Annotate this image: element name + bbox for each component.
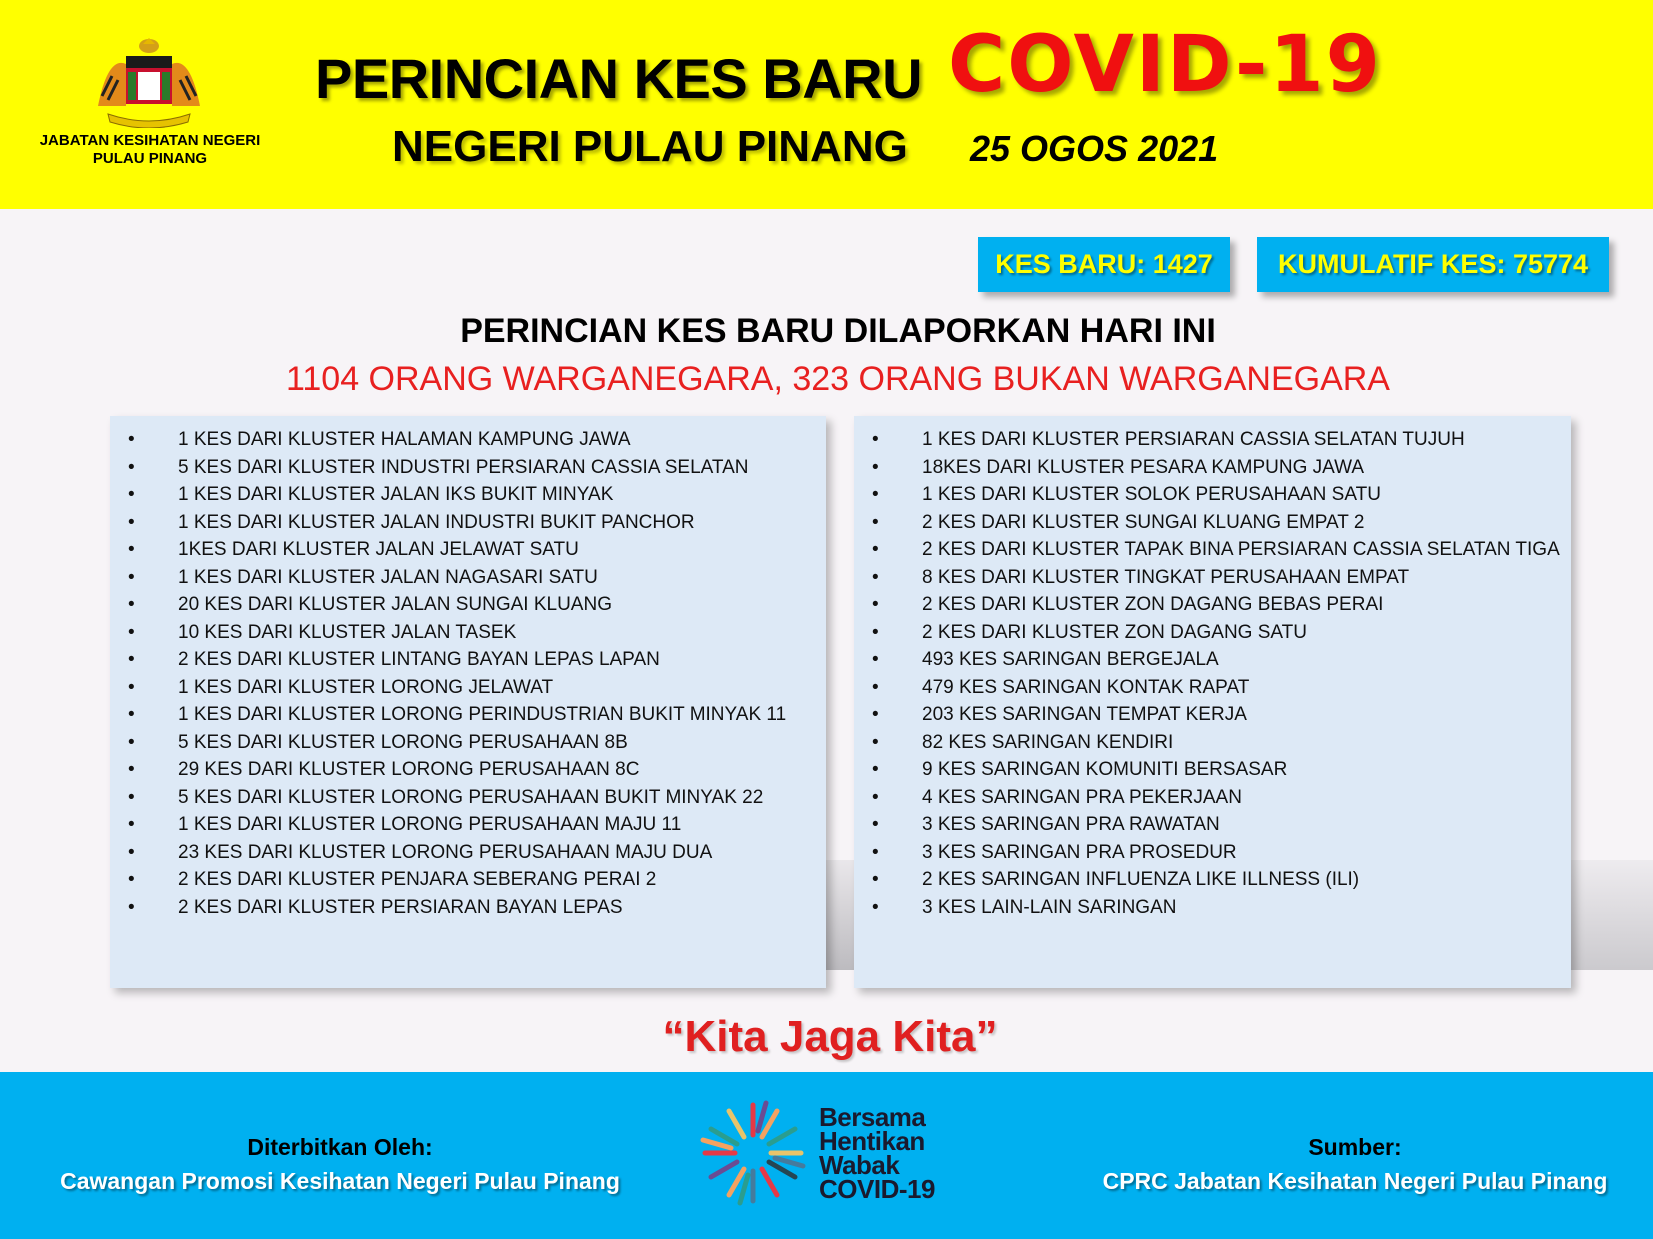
list-item: • 1 KES DARI KLUSTER JALAN INDUSTRI BUKIT PANCHOR bbox=[110, 509, 826, 537]
list-item: • 82 KES SARINGAN KENDIRI bbox=[854, 729, 1571, 757]
list-item: • 2 KES DARI KLUSTER SUNGAI KLUANG EMPAT 2 bbox=[854, 509, 1571, 537]
list-item: • 203 KES SARINGAN TEMPAT KERJA bbox=[854, 701, 1571, 729]
campaign-line1: Bersama bbox=[819, 1102, 926, 1132]
list-item: • 1KES DARI KLUSTER JALAN JELAWAT SATU bbox=[110, 536, 826, 564]
list-item: • 20 KES DARI KLUSTER JALAN SUNGAI KLUANG bbox=[110, 591, 826, 619]
list-item: • 2 KES DARI KLUSTER ZON DAGANG SATU bbox=[854, 619, 1571, 647]
report-date: 25 OGOS 2021 bbox=[970, 128, 1219, 169]
list-item: • 4 KES SARINGAN PRA PEKERJAAN bbox=[854, 784, 1571, 812]
source-block bbox=[1090, 1130, 1620, 1198]
list-item: • 3 KES SARINGAN PRA RAWATAN bbox=[854, 811, 1571, 839]
cumulative-cases-badge: KUMULATIF KES: 75774 bbox=[1257, 237, 1609, 292]
publisher-name: Cawangan Promosi Kesihatan Negeri Pulau Pinang bbox=[60, 1168, 620, 1194]
list-item: • 1 KES DARI KLUSTER LORONG JELAWAT bbox=[110, 674, 826, 702]
campaign-text bbox=[819, 1102, 935, 1204]
state-title: NEGERI PULAU PINANG bbox=[392, 122, 908, 171]
list-item: • 1 KES DARI KLUSTER JALAN NAGASARI SATU bbox=[110, 564, 826, 592]
coat-of-arms-icon bbox=[88, 36, 210, 128]
citizenship-breakdown: 1104 ORANG WARGANEGARA, 323 ORANG BUKAN WARGANEGARA bbox=[285, 360, 1390, 398]
right-case-list bbox=[854, 416, 1571, 988]
list-item: • 2 KES DARI KLUSTER LINTANG BAYAN LEPAS LAPAN bbox=[110, 646, 826, 674]
list-item: • 5 KES DARI KLUSTER LORONG PERUSAHAAN 8B bbox=[110, 729, 826, 757]
department-name bbox=[20, 132, 280, 168]
list-item: • 5 KES DARI KLUSTER LORONG PERUSAHAAN BUKIT MINYAK 22 bbox=[110, 784, 826, 812]
list-item: • 1 KES DARI KLUSTER SOLOK PERUSAHAAN SATU bbox=[854, 481, 1571, 509]
publisher-block bbox=[40, 1130, 640, 1198]
list-item: • 29 KES DARI KLUSTER LORONG PERUSAHAAN 8C bbox=[110, 756, 826, 784]
list-item: • 1 KES DARI KLUSTER HALAMAN KAMPUNG JAWA bbox=[110, 426, 826, 454]
left-case-list bbox=[110, 416, 826, 988]
list-item: • 18KES DARI KLUSTER PESARA KAMPUNG JAWA bbox=[854, 454, 1571, 482]
department-line2: PULAU PINANG bbox=[92, 150, 208, 167]
panel-shadow-right bbox=[1571, 860, 1653, 970]
list-item: • 2 KES DARI KLUSTER PERSIARAN BAYAN LEPAS bbox=[110, 894, 826, 922]
header-banner bbox=[0, 0, 1653, 209]
source-name: CPRC Jabatan Kesihatan Negeri Pulau Pinang bbox=[1102, 1168, 1608, 1194]
list-item: • 10 KES DARI KLUSTER JALAN TASEK bbox=[110, 619, 826, 647]
campaign-line4: COVID-19 bbox=[819, 1174, 935, 1204]
list-item: • 3 KES LAIN-LAIN SARINGAN bbox=[854, 894, 1571, 922]
list-item: • 9 KES SARINGAN KOMUNITI BERSASAR bbox=[854, 756, 1571, 784]
list-item: • 1 KES DARI KLUSTER LORONG PERUSAHAAN MAJU 11 bbox=[110, 811, 826, 839]
list-item: • 493 KES SARINGAN BERGEJALA bbox=[854, 646, 1571, 674]
campaign-line3: Wabak bbox=[819, 1150, 900, 1180]
list-item: • 2 KES DARI KLUSTER ZON DAGANG BEBAS PERAI bbox=[854, 591, 1571, 619]
list-item: • 23 KES DARI KLUSTER LORONG PERUSAHAAN MAJU DUA bbox=[110, 839, 826, 867]
covid-title: COVID-19 bbox=[948, 20, 1382, 110]
details-heading: PERINCIAN KES BARU DILAPORKAN HARI INI bbox=[460, 312, 1216, 350]
campaign-line2: Hentikan bbox=[819, 1126, 925, 1156]
list-item: • 5 KES DARI KLUSTER INDUSTRI PERSIARAN CASSIA SELATAN bbox=[110, 454, 826, 482]
campaign-burst-icon bbox=[698, 1098, 808, 1208]
list-item: • 1 KES DARI KLUSTER PERSIARAN CASSIA SELATAN TUJUH bbox=[854, 426, 1571, 454]
list-item: • 8 KES DARI KLUSTER TINGKAT PERUSAHAAN EMPAT bbox=[854, 564, 1571, 592]
list-item: • 2 KES DARI KLUSTER TAPAK BINA PERSIARAN CASSIA SELATAN TIGA bbox=[854, 536, 1571, 564]
slogan: “Kita Jaga Kita” bbox=[662, 1012, 998, 1061]
list-item: • 1 KES DARI KLUSTER LORONG PERINDUSTRIAN BUKIT MINYAK 11 bbox=[110, 701, 826, 729]
publisher-label: Diterbitkan Oleh: bbox=[247, 1134, 433, 1160]
panel-shadow bbox=[826, 860, 856, 970]
department-line1: JABATAN KESIHATAN NEGERI bbox=[39, 132, 261, 149]
new-cases-badge: KES BARU: 1427 bbox=[978, 237, 1230, 292]
source-label: Sumber: bbox=[1308, 1134, 1402, 1160]
list-item: • 3 KES SARINGAN PRA PROSEDUR bbox=[854, 839, 1571, 867]
page-title: PERINCIAN KES BARU bbox=[315, 47, 923, 110]
list-item: • 2 KES DARI KLUSTER PENJARA SEBERANG PERAI 2 bbox=[110, 866, 826, 894]
list-item: • 479 KES SARINGAN KONTAK RAPAT bbox=[854, 674, 1571, 702]
list-item: • 1 KES DARI KLUSTER JALAN IKS BUKIT MINYAK bbox=[110, 481, 826, 509]
list-item: • 2 KES SARINGAN INFLUENZA LIKE ILLNESS (ILI) bbox=[854, 866, 1571, 894]
